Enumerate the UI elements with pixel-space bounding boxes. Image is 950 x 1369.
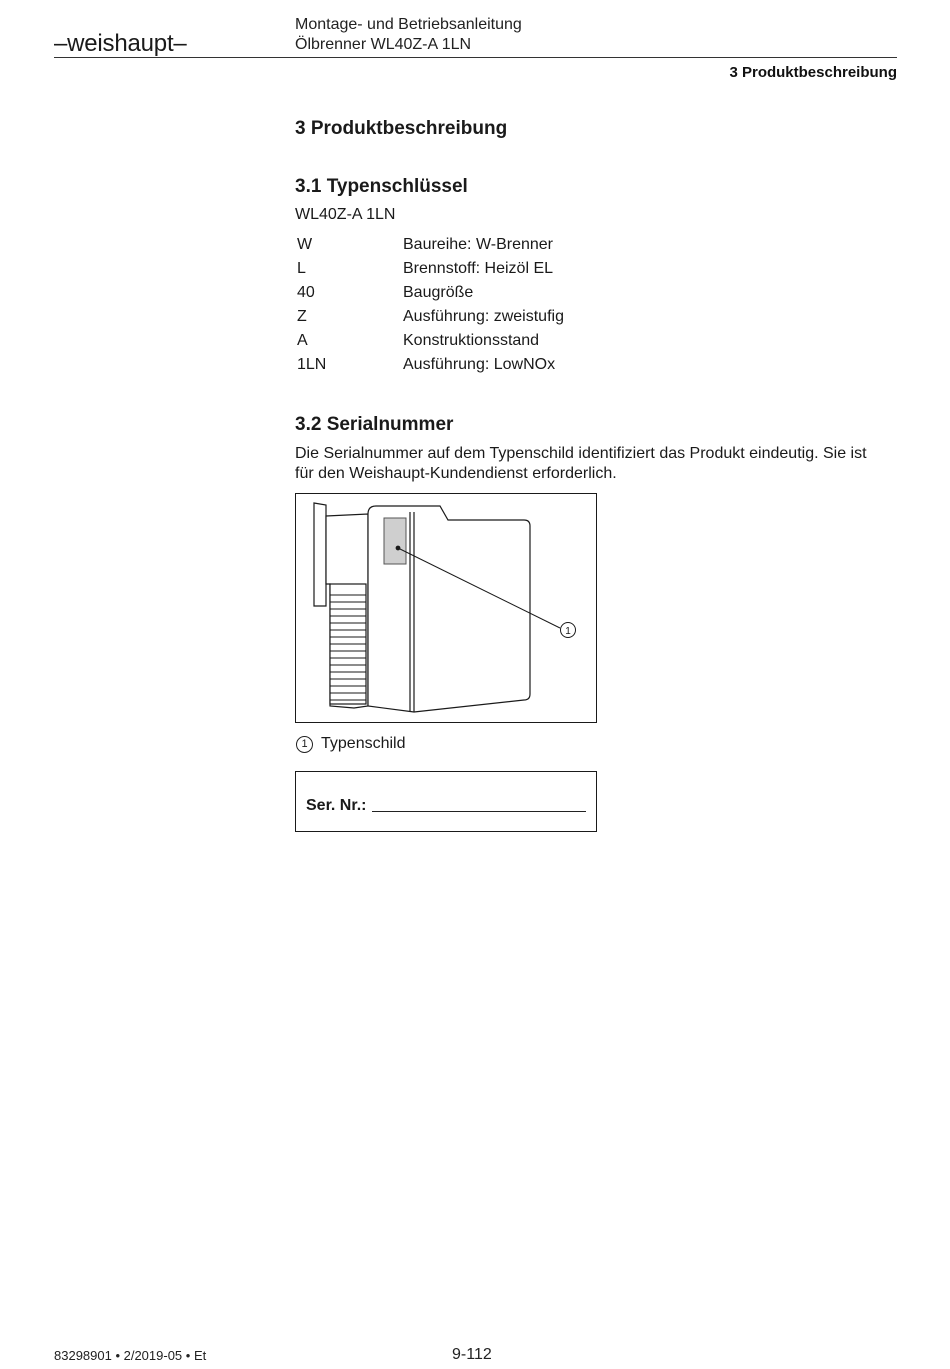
serial-description xyxy=(295,444,895,484)
typekey-code-letter: 1LN xyxy=(297,356,327,373)
typekey-meaning: Brennstoff: Heizöl EL xyxy=(403,260,554,277)
document-code: 83298901 • 2/2019-05 • Et xyxy=(54,1348,207,1363)
typekey-meaning: Baugröße xyxy=(403,284,474,301)
typekey-meaning: Ausführung: zweistufig xyxy=(403,308,564,325)
serial-description-line-2: für den Weishaupt-Kundendienst erforderlich. xyxy=(295,465,617,482)
page-number: 9-112 xyxy=(452,1346,492,1363)
typekey-heading: 3.1 Typenschlüssel xyxy=(295,176,468,197)
document-title-line-1: Montage- und Betriebsanleitung xyxy=(295,16,522,33)
typekey-row xyxy=(297,257,564,281)
serial-number-blank[interactable] xyxy=(372,811,586,812)
typekey-meaning: Ausführung: LowNOx xyxy=(403,356,556,373)
typekey-code-letter: A xyxy=(297,332,308,349)
typekey-row xyxy=(297,329,564,353)
burner-figure xyxy=(295,493,597,723)
typekey-code-letter: Z xyxy=(297,308,307,325)
page-heading: 3 Produktbeschreibung xyxy=(295,118,508,139)
running-section-title: 3 Produktbeschreibung xyxy=(729,64,897,81)
typekey-meaning: Konstruktionsstand xyxy=(403,332,540,349)
typekey-row xyxy=(297,353,564,377)
caption-text: Typenschild xyxy=(321,735,406,752)
typekey-table xyxy=(297,233,564,377)
callout-1 xyxy=(561,623,576,638)
figure-caption xyxy=(296,735,406,753)
typekey-row xyxy=(297,233,564,257)
typekey-code-letter: W xyxy=(297,236,313,253)
weishaupt-logo: –weishaupt– xyxy=(54,30,187,57)
serial-number-label: Ser. Nr.: xyxy=(306,797,367,814)
serial-number-box xyxy=(295,771,597,832)
caption-number: 1 xyxy=(296,736,313,753)
typekey-row xyxy=(297,305,564,329)
serial-heading: 3.2 Serialnummer xyxy=(295,414,454,435)
type-code: WL40Z-A 1LN xyxy=(295,206,396,223)
typekey-meaning: Baureihe: W-Brenner xyxy=(403,236,553,253)
typekey-code-letter: L xyxy=(297,260,306,277)
burner-drawing xyxy=(296,494,596,722)
document-title xyxy=(295,15,522,55)
header-divider xyxy=(54,57,897,58)
serial-description-line-1: Die Serialnummer auf dem Typenschild identifiziert das Produkt eindeutig. Sie ist xyxy=(295,445,867,462)
typekey-row xyxy=(297,281,564,305)
callout-1-number: 1 xyxy=(565,626,571,637)
document-title-line-2: Ölbrenner WL40Z-A 1LN xyxy=(295,36,472,53)
typekey-code-letter: 40 xyxy=(297,284,315,301)
